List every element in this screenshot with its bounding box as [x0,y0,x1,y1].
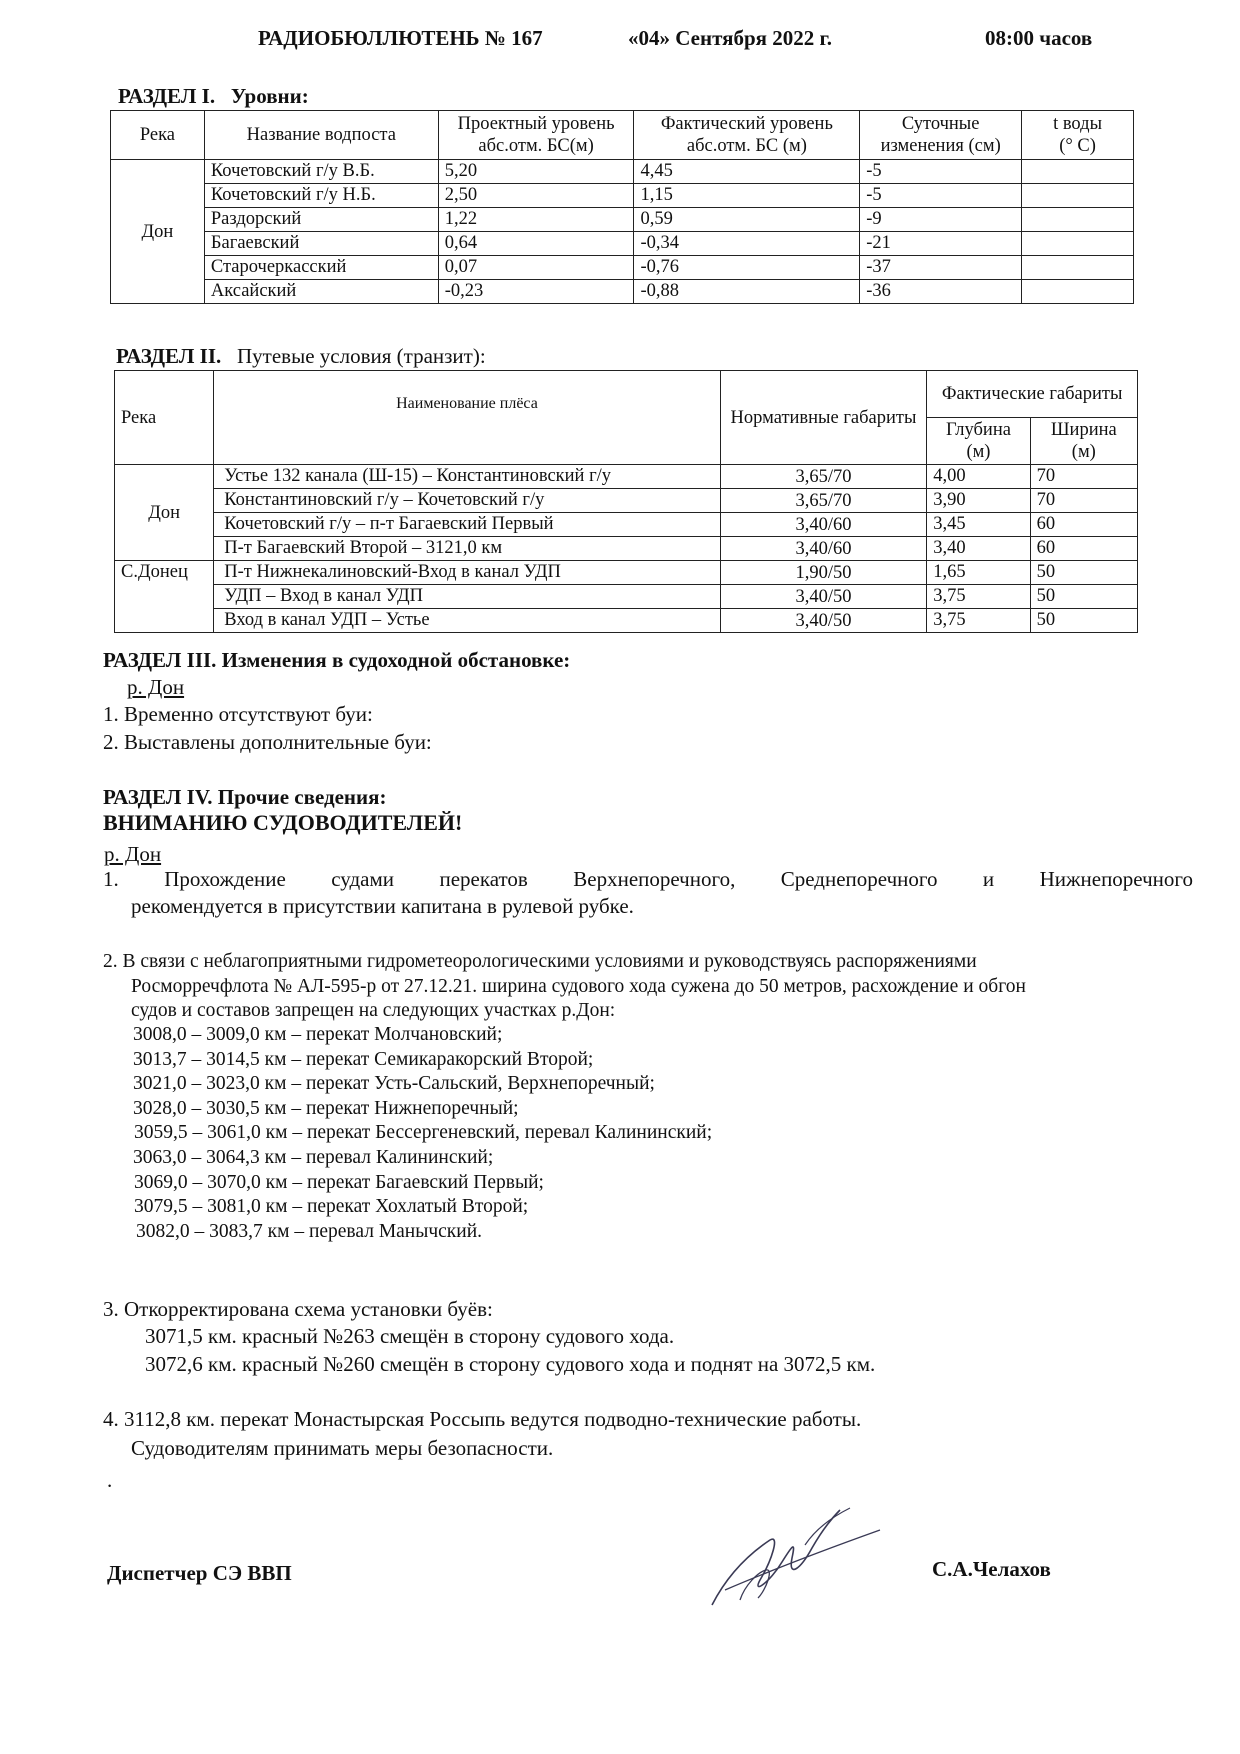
river-cell: С.Донец [115,561,214,633]
project-level-cell: 0,64 [438,232,634,256]
stretch-cell: Устье 132 канала (Ш-15) – Константиновский г/у [214,465,720,489]
width-cell: 50 [1030,561,1137,585]
restricted-segment: 3082,0 – 3083,7 км – перевал Манычский. [136,1220,483,1242]
water-temp-cell [1022,160,1134,184]
section3-item-2: 2. Выставлены дополнительные буи: [103,730,432,754]
width-cell: 60 [1030,513,1137,537]
item3-line3: 3072,6 км. красный №260 смещён в сторону судового хода и поднят на 3072,5 км. [145,1352,876,1376]
station-cell: Старочеркасский [204,256,438,280]
item2-line1: 2. В связи с неблагоприятными гидрометеорологическими условиями и руководствуясь распоряжениями [103,951,977,972]
restricted-segment: 3013,7 – 3014,5 км – перекат Семикаракорский Второй; [133,1048,594,1070]
water-temp-cell [1022,256,1134,280]
levels-table-row [111,280,1134,304]
col-norm: Нормативные габариты [720,371,927,465]
item1-line1: 1. Прохождение судами перекатов Верхнепоречного, Среднепоречного и Нижнепоречного [103,867,1193,891]
actual-level-cell: -0,88 [634,280,860,304]
transit-table-row [115,561,1138,585]
section3-title: РАЗДЕЛ III. Изменения в судоходной обстановке: [103,648,571,672]
river-cell: Дон [115,465,214,561]
bulletin-title: РАДИОБЮЛЛЮТЕНЬ № 167 [258,26,543,50]
actual-level-cell: 0,59 [634,208,860,232]
col-depth: Глубина (м) [927,418,1030,465]
stretch-cell: П-т Багаевский Второй – 3121,0 км [214,537,720,561]
item1-line2: рекомендуется в присутствии капитана в рулевой рубке. [131,894,634,918]
norm-cell: 1,90/50 [720,561,927,585]
levels-table-header [111,111,1134,160]
transit-table-row [115,513,1138,537]
stretch-cell: Константиновский г/у – Кочетовский г/у [214,489,720,513]
col-stretch: Наименование плёса [214,371,720,465]
restricted-segment: 3079,5 – 3081,0 км – перекат Хохлатый Второй; [134,1196,529,1218]
section1-title: Уровни: [230,84,309,108]
transit-table [114,370,1138,633]
transit-table-row [115,489,1138,513]
transit-table-row [115,465,1138,489]
levels-table-row [111,232,1134,256]
width-cell: 50 [1030,609,1137,633]
project-level-cell: 2,50 [438,184,634,208]
project-level-cell: 1,22 [438,208,634,232]
actual-level-cell: 1,15 [634,184,860,208]
stretch-cell: УДП – Вход в канал УДП [214,585,720,609]
water-temp-cell [1022,280,1134,304]
section1-number: РАЗДЕЛ I. [118,84,216,108]
norm-cell: 3,40/50 [720,585,927,609]
depth-cell: 3,45 [927,513,1030,537]
item2-line3: судов и составов запрещен на следующих участках р.Дон: [131,1000,616,1021]
col-water-temp-label: t воды [1053,114,1102,134]
section4-river: р. Дон [104,842,162,866]
attention-heading: ВНИМАНИЮ СУДОВОДИТЕЛЕЙ! [103,810,463,835]
station-cell: Багаевский [204,232,438,256]
stretch-cell: Вход в канал УДП – Устье [214,609,720,633]
daily-change-cell: -21 [860,232,1022,256]
norm-cell: 3,40/50 [720,609,927,633]
restricted-segment: 3059,5 – 3061,0 км – перекат Бессергеневский, перевал Калининский; [134,1122,713,1144]
depth-cell: 3,90 [927,489,1030,513]
depth-cell: 1,65 [927,561,1030,585]
item4-line2: Судоводителям принимать меры безопасности. [131,1436,554,1460]
actual-level-cell: 4,45 [634,160,860,184]
col-width: Ширина (м) [1030,418,1137,465]
actual-level-cell: -0,34 [634,232,860,256]
daily-change-cell: -9 [860,208,1022,232]
transit-table-row [115,585,1138,609]
station-cell: Кочетовский г/у В.Б. [204,160,438,184]
restricted-segment: 3021,0 – 3023,0 км – перекат Усть-Сальский, Верхнепоречный; [133,1073,655,1095]
col-river: Река [115,371,214,465]
section1-heading [118,84,309,109]
daily-change-cell: -36 [860,280,1022,304]
section2-title: Путевые условия (транзит): [237,344,486,368]
daily-change-cell: -5 [860,184,1022,208]
stretch-cell: Кочетовский г/у – п-т Багаевский Первый [214,513,720,537]
width-cell: 60 [1030,537,1137,561]
transit-table-header-1 [115,371,1138,418]
station-cell: Кочетовский г/у Н.Б. [204,184,438,208]
bulletin-header [0,24,1240,54]
restricted-segment: 3008,0 – 3009,0 км – перекат Молчановский; [133,1024,503,1045]
col-water-temp-unit: (° С) [1059,136,1096,156]
item2-line2: Росморречфлота № АЛ-595-р от 27.12.21. ширина судового хода сужена до 50 метров, расхождение и обгон [131,976,1026,997]
norm-cell: 3,65/70 [720,465,927,489]
col-actual-level: Фактический уровень абс.отм. БС (м) [634,111,860,160]
depth-cell: 4,00 [927,465,1030,489]
dispatcher-name: С.А.Челахов [932,1557,1051,1581]
project-level-cell: 5,20 [438,160,634,184]
water-temp-cell [1022,208,1134,232]
dispatcher-role: Диспетчер СЭ ВВП [107,1561,292,1585]
station-cell: Аксайский [204,280,438,304]
water-temp-cell [1022,232,1134,256]
levels-table-row [111,160,1134,184]
daily-change-cell: -37 [860,256,1022,280]
norm-cell: 3,40/60 [720,537,927,561]
restricted-segment: 3069,0 – 3070,0 км – перекат Багаевский Первый; [134,1171,544,1193]
col-river: Река [111,111,205,160]
levels-table-row [111,256,1134,280]
project-level-cell: -0,23 [438,280,634,304]
water-temp-cell [1022,184,1134,208]
norm-cell: 3,65/70 [720,489,927,513]
stretch-cell: П-т Нижнекалиновский-Вход в канал УДП [214,561,720,585]
levels-table [110,110,1134,304]
levels-table-row [111,208,1134,232]
col-station: Название водпоста [204,111,438,160]
depth-cell: 3,75 [927,585,1030,609]
depth-cell: 3,75 [927,609,1030,633]
item3-line1: 3. Откорректирована схема установки буёв: [103,1297,493,1321]
col-fact: Фактические габариты [927,371,1138,418]
levels-table-row [111,184,1134,208]
col-water-temp [1022,111,1134,160]
transit-table-row [115,537,1138,561]
item3-line2: 3071,5 км. красный №263 смещён в сторону судового хода. [145,1324,675,1348]
actual-level-cell: -0,76 [634,256,860,280]
section2-number: РАЗДЕЛ II. [116,344,222,368]
daily-change-cell: -5 [860,160,1022,184]
item4-line1: 4. 3112,8 км. перекат Монастырская Россыпь ведутся подводно-технические работы. [103,1407,862,1431]
station-cell: Раздорский [204,208,438,232]
section3-river: р. Дон [127,675,185,699]
width-cell: 70 [1030,489,1137,513]
col-project-level: Проектный уровень абс.отм. БС(м) [438,111,634,160]
restricted-segment: 3028,0 – 3030,5 км – перекат Нижнепоречный; [133,1097,519,1119]
project-level-cell: 0,07 [438,256,634,280]
section2-heading [116,344,486,369]
stray-dot: . [107,1468,113,1492]
transit-table-row [115,609,1138,633]
river-cell: Дон [111,160,205,304]
signature-image [700,1500,890,1620]
section3-item-1: 1. Временно отсутствуют буи: [103,702,373,726]
width-cell: 50 [1030,585,1137,609]
depth-cell: 3,40 [927,537,1030,561]
bulletin-time: 08:00 часов [985,26,1093,50]
restricted-segment: 3063,0 – 3064,3 км – перевал Калининский; [133,1147,494,1168]
col-daily-change: Суточные изменения (см) [860,111,1022,160]
width-cell: 70 [1030,465,1137,489]
section4-title: РАЗДЕЛ IV. Прочие сведения: [103,785,387,809]
bulletin-date: «04» Сентября 2022 г. [628,26,832,50]
norm-cell: 3,40/60 [720,513,927,537]
